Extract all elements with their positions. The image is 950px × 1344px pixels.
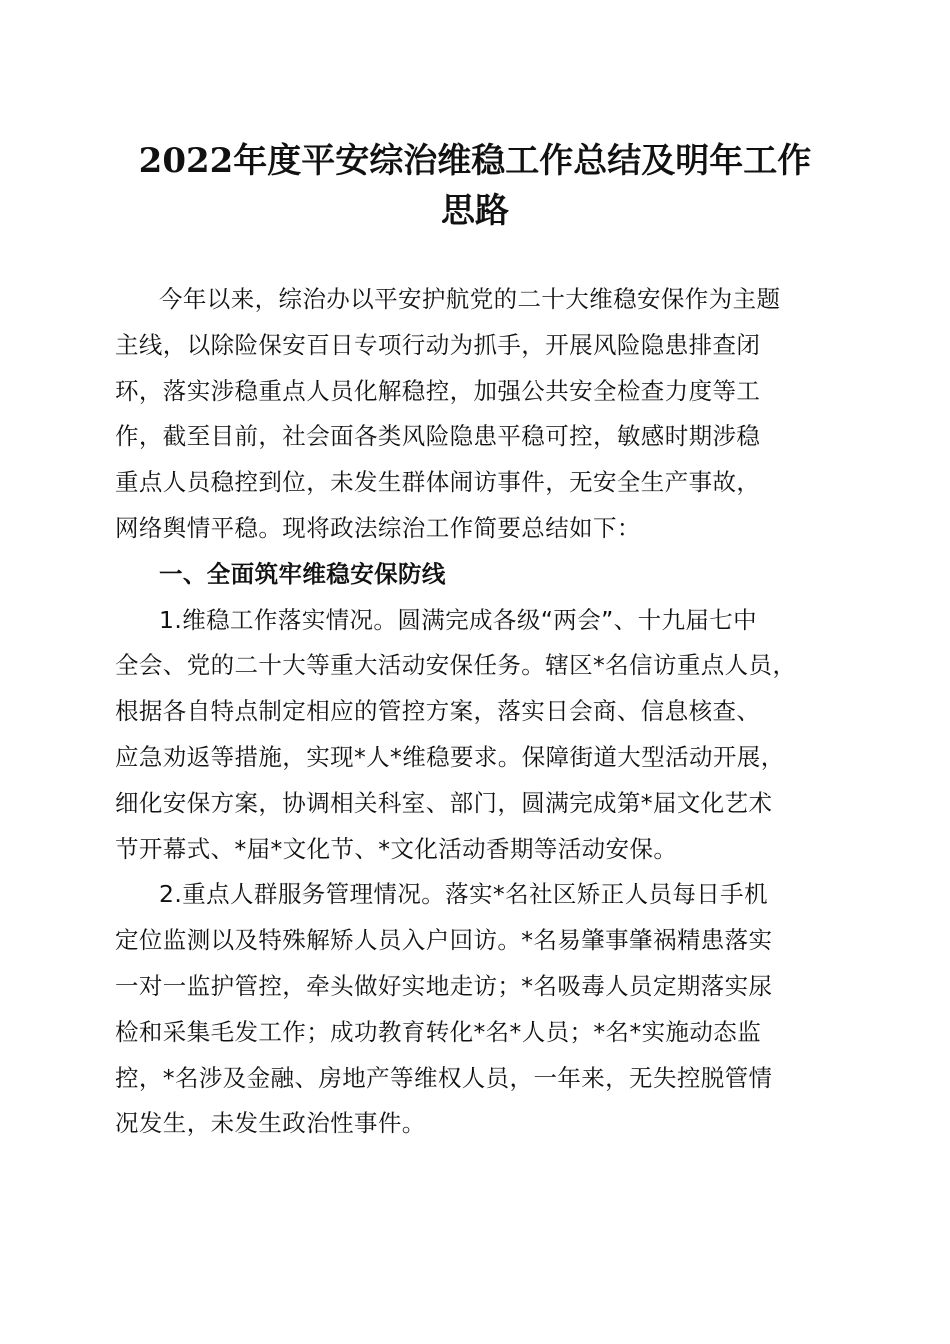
item2-line: 况发生，未发生政治性事件。	[115, 1109, 426, 1138]
intro-line: 环，落实涉稳重点人员化解稳控，加强公共安全检查力度等工	[115, 376, 761, 405]
item1-line: 节开幕式、*届*文化节、*文化活动香期等活动安保。	[115, 834, 678, 863]
item1-line: 全会、党的二十大等重大活动安保任务。辖区*名信访重点人员，	[115, 651, 797, 680]
item1-line: 细化安保方案，协调相关科室、部门，圆满完成第*届文化艺术	[115, 788, 773, 817]
item2-line: 定位监测以及特殊解矫人员入户回访。*名易肇事肇祸精患落实	[115, 926, 773, 955]
section-heading: 一、全面筑牢维稳安保防线	[159, 559, 446, 588]
item2-line: 2.重点人群服务管理情况。落实*名社区矫正人员每日手机	[159, 880, 768, 909]
document-title-line-2: 思路	[441, 191, 509, 231]
item1-line: 1.维稳工作落实情况。圆满完成各级“两会”、十九届七中	[159, 605, 758, 634]
item2-line: 控，*名涉及金融、房地产等维权人员，一年来，无失控脱管情	[115, 1063, 773, 1092]
intro-line: 作，截至目前，社会面各类风险隐患平稳可控，敏感时期涉稳	[115, 422, 761, 451]
item1-line: 根据各自特点制定相应的管控方案，落实日会商、信息核查、	[115, 697, 761, 726]
document-title-line-1: 2022年度平安综治维稳工作总结及明年工作	[138, 141, 812, 181]
document-body	[115, 277, 840, 1147]
item1-line: 应急劝返等措施，实现*人*维稳要求。保障街道大型活动开展，	[115, 742, 785, 771]
intro-line: 重点人员稳控到位，未发生群体闹访事件，无安全生产事故，	[115, 468, 761, 497]
item2-line: 一对一监护管控，牵头做好实地走访；*名吸毒人员定期落实尿	[115, 971, 773, 1000]
intro-line: 主线，以除险保安百日专项行动为抓手，开展风险隐患排查闭	[115, 330, 761, 359]
item2-line: 检和采集毛发工作；成功教育转化*名*人员；*名*实施动态监	[115, 1017, 762, 1046]
intro-line: 网络舆情平稳。现将政法综治工作简要总结如下：	[115, 513, 641, 542]
intro-line: 今年以来，综治办以平安护航党的二十大维稳安保作为主题	[159, 285, 781, 313]
